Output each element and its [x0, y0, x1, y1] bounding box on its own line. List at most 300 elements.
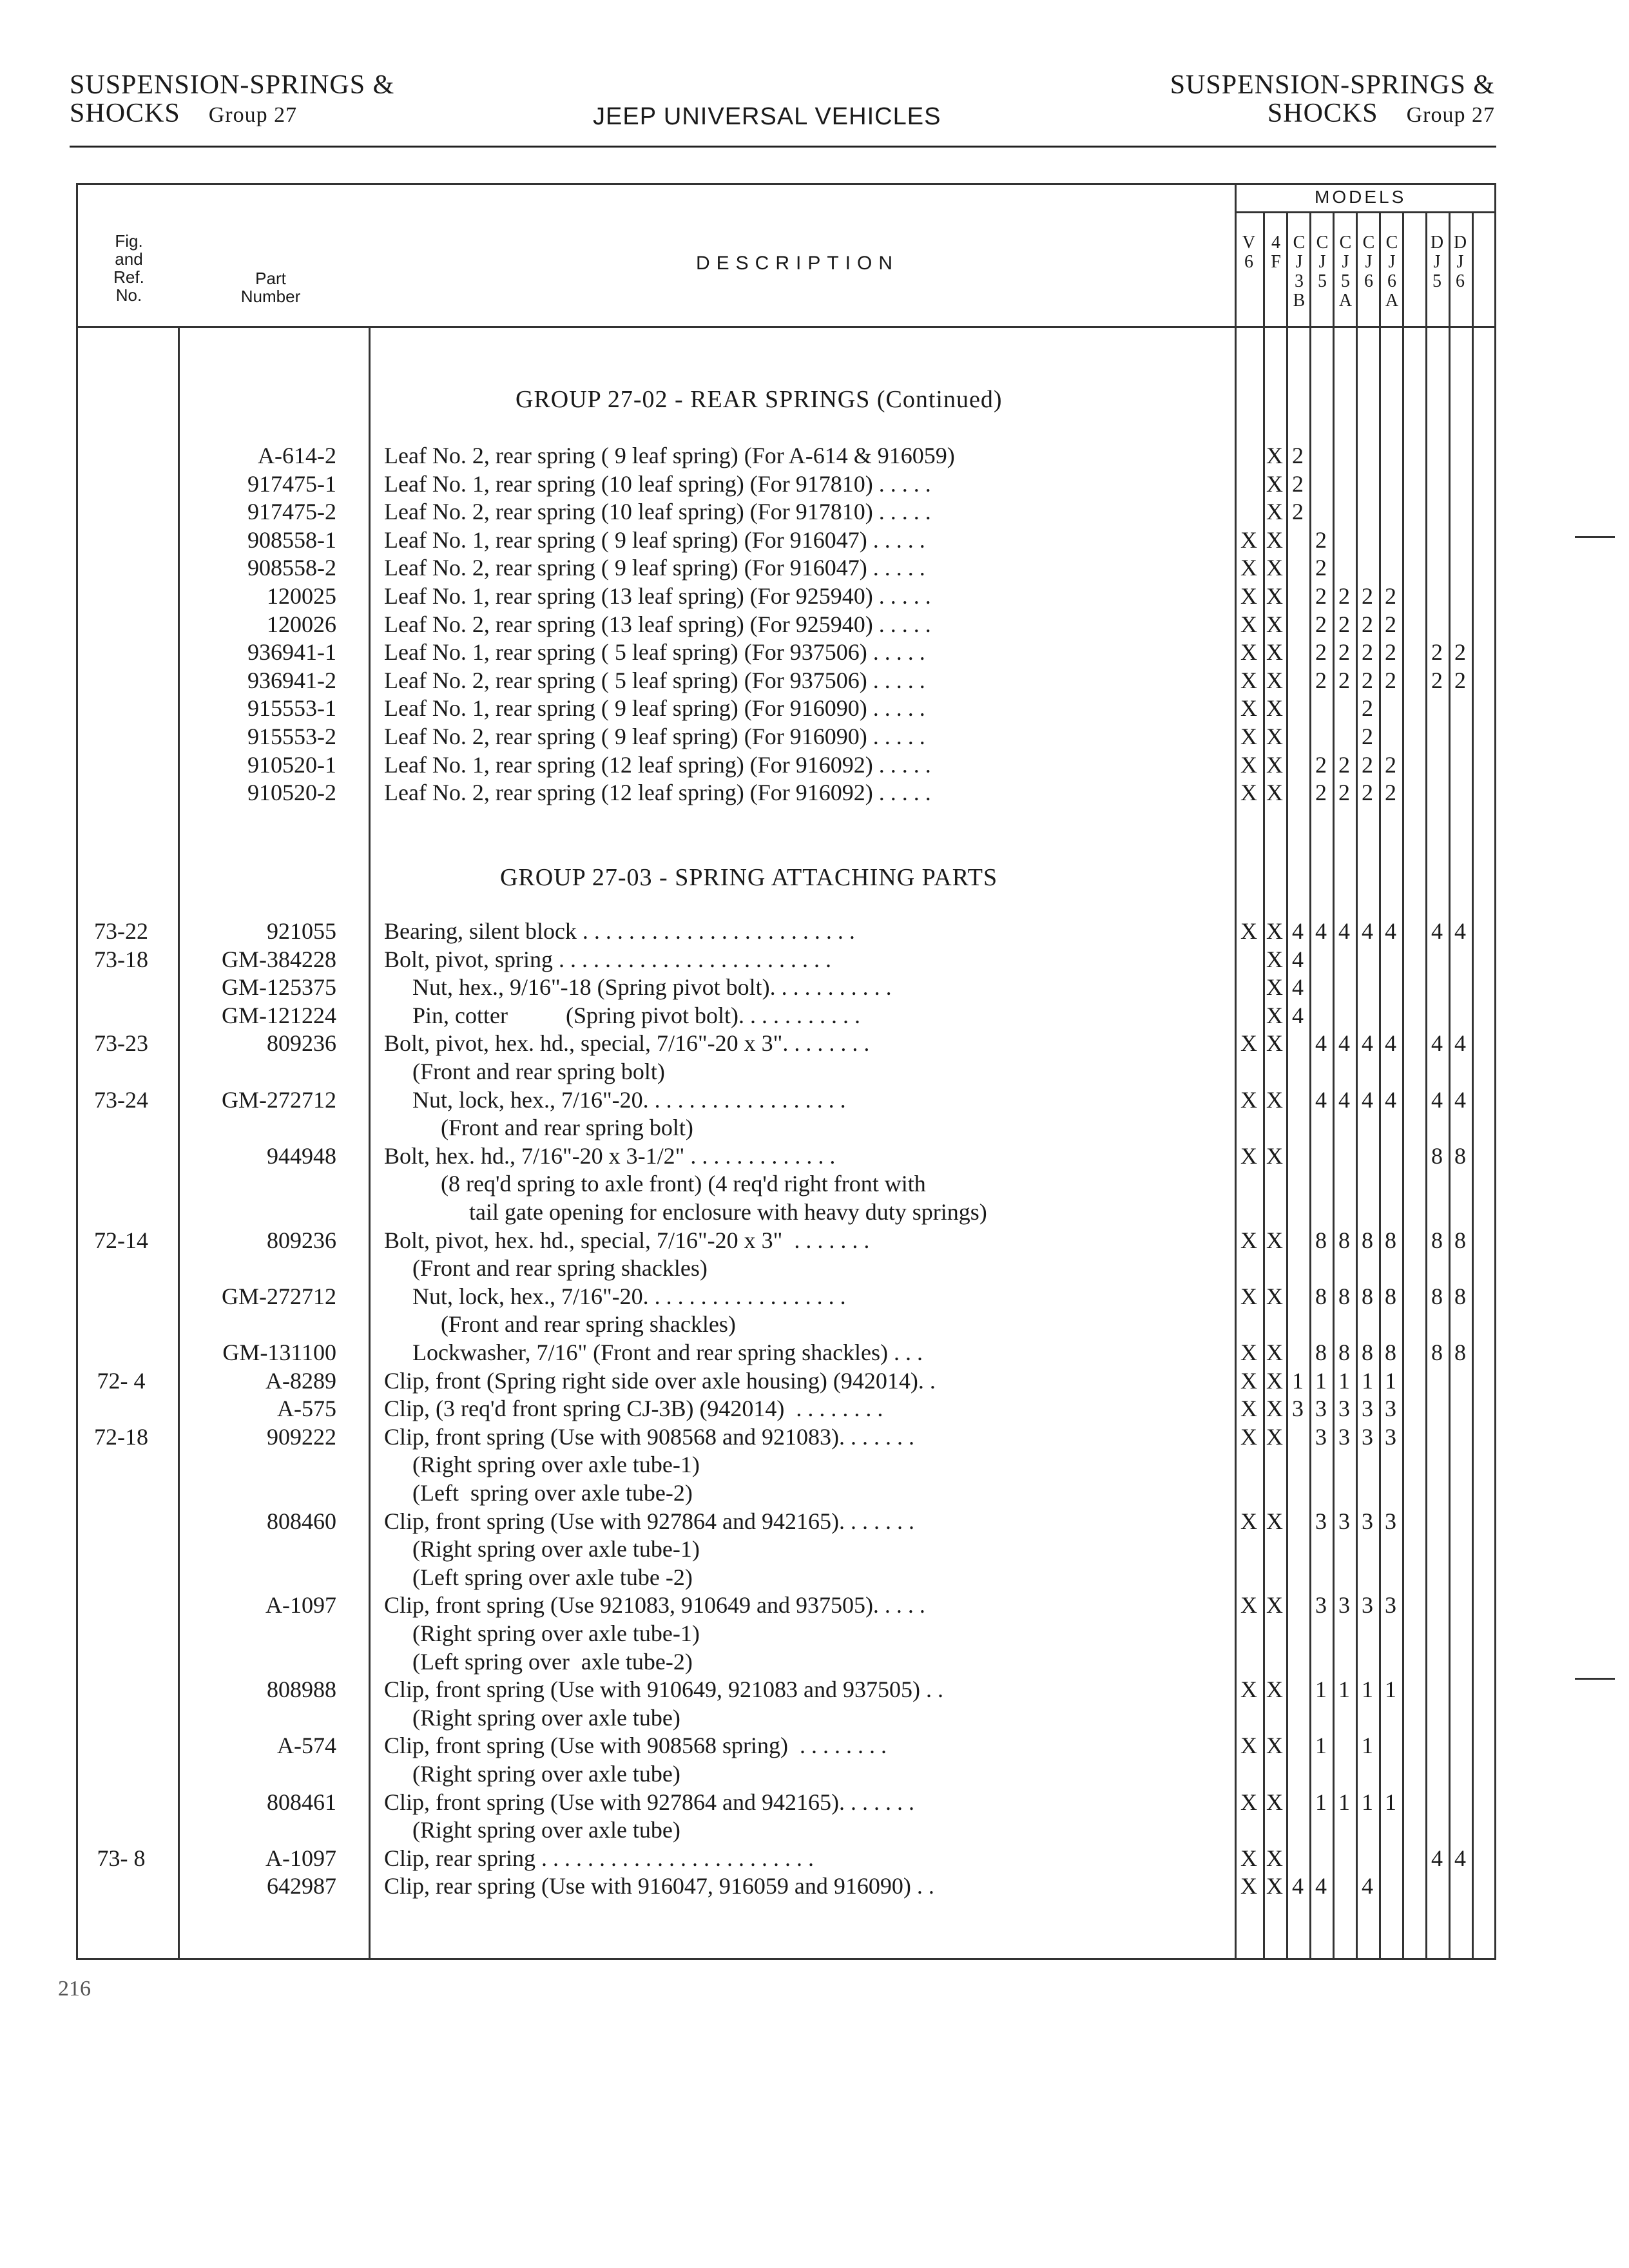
description-cell: Clip, front spring (Use with 927864 and 942165). . . . . . .	[384, 1508, 914, 1534]
part-number-cell: 910520-1	[247, 751, 336, 778]
part-number-cell: GM-272712	[222, 1283, 336, 1309]
model-qty-cell: X	[1266, 1733, 1283, 1759]
description-cell: Nut, lock, hex., 7/16"-20. . . . . . . . . . . . . . . . . .	[412, 1283, 846, 1309]
model-qty-cell: X	[1240, 1086, 1257, 1113]
description-cell: Clip, rear spring . . . . . . . . . . . . . . . . . . . . . . . .	[384, 1845, 814, 1871]
model-qty-cell: 2	[1338, 611, 1350, 637]
description-cell: Leaf No. 2, rear spring (13 leaf spring) (For 925940) . . . . .	[384, 611, 931, 637]
model-code-char: 4	[1271, 233, 1280, 253]
model-qty-cell: 8	[1338, 1340, 1350, 1365]
model-qty-cell: 4	[1431, 918, 1443, 944]
model-qty-cell: 2	[1431, 639, 1443, 666]
model-qty-cell: 8	[1385, 1227, 1396, 1253]
model-qty-cell: 4	[1292, 918, 1304, 944]
description-cell: Leaf No. 1, rear spring (12 leaf spring) (For 916092) . . . . .	[384, 751, 931, 778]
model-qty-cell: X	[1240, 1789, 1257, 1815]
model-qty-cell: 2	[1385, 611, 1396, 637]
model-qty-cell: 1	[1338, 1789, 1350, 1815]
model-qty-cell: X	[1266, 1789, 1283, 1815]
model-qty-cell: X	[1266, 695, 1283, 722]
model-qty-cell: X	[1266, 1592, 1283, 1619]
model-qty-cell: X	[1266, 1423, 1283, 1450]
model-qty-cell: X	[1266, 1508, 1283, 1534]
model-code-char: C	[1293, 233, 1306, 253]
table-row	[0, 611, 1629, 639]
description-cell: Clip, (3 req'd front spring CJ-3B) (942014) . . . . . . . .	[384, 1396, 883, 1422]
table-row	[0, 582, 1629, 611]
model-qty-cell: 8	[1431, 1283, 1443, 1309]
description-cell: Bolt, hex. hd., 7/16"-20 x 3-1/2" . . . . . . . . . . . . .	[384, 1142, 836, 1169]
description-cell: Bearing, silent block . . . . . . . . . . . . . . . . . . . . . . . .	[384, 918, 855, 944]
table-row	[0, 639, 1629, 667]
model-qty-cell: 2	[1385, 751, 1396, 778]
model-qty-cell: X	[1266, 1340, 1283, 1365]
model-qty-cell: 3	[1385, 1423, 1396, 1450]
description-cell: Leaf No. 1, rear spring (13 leaf spring) (For 925940) . . . . .	[384, 583, 931, 609]
model-qty-cell: 3	[1315, 1423, 1327, 1450]
model-qty-cell: X	[1240, 1733, 1257, 1759]
model-qty-cell: 4	[1338, 1086, 1350, 1113]
model-qty-cell: 4	[1385, 918, 1396, 944]
model-qty-cell: X	[1266, 1283, 1283, 1309]
model-qty-cell: X	[1266, 470, 1283, 497]
table-row	[0, 695, 1629, 723]
description-cell: Clip, front spring (Use with 908568 and 921083). . . . . . .	[384, 1423, 914, 1450]
model-qty-cell: X	[1266, 974, 1283, 1001]
part-number-cell: 917475-2	[247, 499, 336, 525]
fig-ref-header-line: and	[115, 249, 143, 269]
table-row	[0, 470, 1629, 499]
part-number-cell: 936941-1	[247, 639, 336, 666]
model-qty-cell: X	[1240, 1845, 1257, 1871]
model-qty-cell: 3	[1362, 1396, 1373, 1422]
table-row	[0, 1845, 1629, 1873]
model-code-char: F	[1271, 252, 1281, 272]
description-cell: Bolt, pivot, hex. hd., special, 7/16"-20 x 3". . . . . . . .	[384, 1030, 870, 1057]
part-number-cell: 808988	[267, 1677, 336, 1703]
description-cell: Clip, front spring (Use 921083, 910649 and 937505). . . . .	[384, 1592, 925, 1619]
model-qty-cell: X	[1240, 780, 1257, 806]
model-qty-cell: 4	[1431, 1086, 1443, 1113]
model-qty-cell: 4	[1454, 1030, 1466, 1057]
model-qty-cell: X	[1266, 667, 1283, 693]
margin-mark	[1575, 536, 1615, 538]
part-number-cell: 808461	[267, 1789, 336, 1815]
model-qty-cell: X	[1266, 1873, 1283, 1899]
description-cell: Clip, front spring (Use with 927864 and 942165). . . . . . .	[384, 1789, 914, 1815]
table-row	[0, 1620, 1629, 1648]
description-cell: (Front and rear spring bolt)	[412, 1059, 665, 1084]
group-title-spring-attaching-parts: GROUP 27-03 - SPRING ATTACHING PARTS	[500, 864, 998, 891]
fig-ref-cell: 73-24	[94, 1086, 148, 1113]
model-qty-cell: X	[1266, 639, 1283, 666]
model-code-char: V	[1242, 233, 1256, 253]
description-cell: (Right spring over axle tube-1)	[412, 1536, 700, 1562]
fig-ref-cell: 73- 8	[97, 1845, 146, 1871]
fig-ref-header	[97, 232, 161, 304]
model-qty-cell: X	[1240, 1423, 1257, 1450]
description-cell: Bolt, pivot, spring . . . . . . . . . . . . . . . . . . . . . . . .	[384, 946, 832, 972]
model-qty-cell: 4	[1454, 1845, 1466, 1871]
table-row	[0, 1002, 1629, 1030]
fig-ref-cell: 73-23	[94, 1030, 148, 1057]
model-code-char: 6	[1244, 252, 1253, 272]
table-row	[0, 1170, 1629, 1198]
model-code-char: 5	[1341, 271, 1350, 291]
table-row	[0, 1423, 1629, 1452]
model-qty-cell: X	[1266, 1002, 1283, 1028]
model-qty-cell: 1	[1338, 1367, 1350, 1394]
model-qty-cell: 1	[1362, 1677, 1373, 1703]
part-number-cell: 936941-2	[247, 667, 336, 693]
description-cell: Pin, cotter (Spring pivot bolt). . . . . . . . . . .	[412, 1002, 860, 1028]
model-qty-cell: 8	[1385, 1340, 1396, 1365]
table-row	[0, 1872, 1629, 1901]
description-cell: (Front and rear spring bolt)	[441, 1115, 693, 1141]
description-cell: Nut, lock, hex., 7/16"-20. . . . . . . . . . . . . . . . . .	[412, 1086, 846, 1113]
model-code-char: A	[1385, 291, 1399, 311]
model-qty-cell: 8	[1338, 1283, 1350, 1309]
model-qty-cell: X	[1266, 499, 1283, 525]
table-row	[0, 1816, 1629, 1845]
model-qty-cell: 1	[1385, 1367, 1396, 1394]
part-number-cell: A-574	[277, 1733, 336, 1759]
model-qty-cell: 4	[1315, 1030, 1327, 1057]
model-code-char: B	[1293, 291, 1306, 311]
table-row	[0, 1058, 1629, 1086]
table-row	[0, 1535, 1629, 1564]
model-qty-cell: X	[1266, 555, 1283, 581]
table-row	[0, 526, 1629, 555]
model-qty-cell: 2	[1362, 583, 1373, 609]
table-row	[0, 974, 1629, 1002]
part-number-header	[213, 269, 329, 305]
model-qty-cell: 2	[1338, 583, 1350, 609]
part-number-cell: 809236	[267, 1030, 336, 1057]
model-qty-cell: 4	[1292, 974, 1304, 1001]
model-qty-cell: 2	[1362, 611, 1373, 637]
model-code-header	[1334, 233, 1357, 311]
table-row	[0, 751, 1629, 780]
description-cell: (8 req'd spring to axle front) (4 req'd right front with	[441, 1171, 926, 1197]
group-title-rear-springs: GROUP 27-02 - REAR SPRINGS (Continued)	[516, 386, 1003, 413]
table-row	[0, 1760, 1629, 1789]
model-qty-cell: 1	[1362, 1789, 1373, 1815]
table-row	[0, 1479, 1629, 1508]
table-row	[0, 1227, 1629, 1255]
model-qty-cell: 3	[1292, 1396, 1304, 1422]
model-qty-cell: 8	[1454, 1142, 1466, 1169]
part-number-cell: 642987	[267, 1873, 336, 1899]
model-code-header	[1264, 233, 1287, 272]
table-row	[0, 1030, 1629, 1058]
table-row	[0, 779, 1629, 807]
model-qty-cell: 1	[1385, 1789, 1396, 1815]
model-qty-cell: X	[1240, 751, 1257, 778]
description-cell: Clip, front spring (Use with 908568 spring) . . . . . . . .	[384, 1733, 887, 1759]
table-row	[0, 554, 1629, 582]
model-qty-cell: 8	[1315, 1340, 1327, 1365]
model-qty-cell: 4	[1362, 918, 1373, 944]
left-running-head	[70, 71, 394, 130]
fig-ref-cell: 73-18	[94, 946, 148, 972]
part-number-cell: GM-125375	[222, 974, 336, 1001]
fig-ref-cell: 73-22	[94, 918, 148, 944]
model-qty-cell: X	[1240, 1367, 1257, 1394]
model-qty-cell: 4	[1292, 946, 1304, 972]
description-cell: Clip, front (Spring right side over axle housing) (942014). .	[384, 1367, 936, 1394]
model-qty-cell: 3	[1385, 1592, 1396, 1619]
part-number-cell: 921055	[267, 918, 336, 944]
description-cell: Leaf No. 2, rear spring ( 9 leaf spring) (For A-614 & 916059)	[384, 443, 955, 468]
description-cell: Leaf No. 1, rear spring ( 9 leaf spring) (For 916047) . . . . .	[384, 526, 925, 553]
left-group-label: Group 27	[208, 103, 298, 127]
model-qty-cell: X	[1266, 780, 1283, 806]
model-qty-cell: 4	[1338, 918, 1350, 944]
model-qty-cell: 4	[1385, 1030, 1396, 1057]
model-qty-cell: X	[1240, 667, 1257, 693]
model-qty-cell: X	[1240, 724, 1257, 749]
right-group-label: Group 27	[1406, 103, 1495, 127]
description-cell: Leaf No. 2, rear spring ( 9 leaf spring) (For 916090) . . . . .	[384, 724, 925, 749]
model-qty-cell: 2	[1385, 583, 1396, 609]
model-qty-cell: 4	[1315, 1873, 1327, 1899]
model-qty-cell: X	[1240, 1592, 1257, 1619]
model-qty-cell: 3	[1362, 1423, 1373, 1450]
model-qty-cell: 3	[1338, 1396, 1350, 1422]
model-qty-cell: 8	[1431, 1227, 1443, 1253]
model-qty-cell: 3	[1315, 1396, 1327, 1422]
part-number-header-line: Part	[255, 269, 286, 288]
model-qty-cell: 4	[1454, 1086, 1466, 1113]
model-code-char: J	[1342, 252, 1349, 272]
table-row	[0, 1114, 1629, 1142]
model-qty-cell: 2	[1338, 667, 1350, 693]
description-cell: (Left spring over axle tube-2)	[412, 1480, 693, 1506]
model-qty-cell: X	[1240, 555, 1257, 581]
margin-mark	[1575, 1678, 1615, 1680]
description-cell: (Right spring over axle tube)	[412, 1704, 680, 1731]
model-code-char: J	[1388, 252, 1396, 272]
center-title: JEEP UNIVERSAL VEHICLES	[593, 103, 941, 130]
table-row	[0, 1451, 1629, 1479]
table-row	[0, 1591, 1629, 1620]
table-row	[0, 1676, 1629, 1704]
model-qty-cell: 2	[1315, 583, 1327, 609]
model-qty-cell: X	[1240, 611, 1257, 637]
model-code-header	[1357, 233, 1380, 291]
model-code-char: C	[1385, 233, 1398, 253]
table-row	[0, 1704, 1629, 1733]
description-cell: Leaf No. 1, rear spring ( 9 leaf spring) (For 916090) . . . . .	[384, 695, 925, 722]
description-cell: Lockwasher, 7/16" (Front and rear spring shackles) . . .	[412, 1340, 923, 1365]
header-separator	[76, 326, 1496, 328]
part-number-cell: 944948	[267, 1142, 336, 1169]
model-qty-cell: X	[1266, 611, 1283, 637]
model-qty-cell: 1	[1338, 1677, 1350, 1703]
description-cell: Leaf No. 2, rear spring (12 leaf spring) (For 916092) . . . . .	[384, 780, 931, 806]
model-qty-cell: 3	[1385, 1508, 1396, 1534]
fig-ref-cell: 72- 4	[97, 1367, 146, 1394]
model-qty-cell: 2	[1362, 695, 1373, 722]
right-title-line2: SHOCKS	[1267, 99, 1378, 128]
model-qty-cell: X	[1240, 583, 1257, 609]
model-qty-cell: 8	[1315, 1227, 1327, 1253]
fig-ref-header-line: Ref.	[113, 267, 144, 287]
table-row	[0, 1142, 1629, 1171]
right-title-line1: SUSPENSION-SPRINGS &	[1170, 70, 1495, 100]
model-code-char: J	[1433, 252, 1441, 272]
part-number-cell: GM-384228	[222, 946, 336, 972]
model-qty-cell: 2	[1292, 499, 1304, 525]
model-qty-cell: X	[1240, 639, 1257, 666]
model-qty-cell: 8	[1338, 1227, 1350, 1253]
model-qty-cell: 2	[1338, 751, 1350, 778]
model-qty-cell: 8	[1431, 1340, 1443, 1365]
part-number-cell: GM-121224	[222, 1002, 336, 1028]
description-cell: (Front and rear spring shackles)	[441, 1311, 736, 1338]
model-qty-cell: 2	[1454, 667, 1466, 693]
model-code-header	[1311, 233, 1334, 291]
part-number-cell: 808460	[267, 1508, 336, 1534]
model-qty-cell: 2	[1315, 667, 1327, 693]
description-cell: Leaf No. 2, rear spring ( 9 leaf spring) (For 916047) . . . . .	[384, 555, 925, 581]
model-code-char: J	[1318, 252, 1326, 272]
model-qty-cell: 1	[1315, 1677, 1327, 1703]
page-number: 216	[58, 1977, 91, 2001]
model-qty-cell: X	[1240, 526, 1257, 553]
model-qty-cell: 4	[1338, 1030, 1350, 1057]
table-row	[0, 498, 1629, 526]
model-qty-cell: X	[1266, 751, 1283, 778]
fig-ref-cell: 72-18	[94, 1423, 148, 1450]
model-code-char: J	[1365, 252, 1373, 272]
model-qty-cell: X	[1240, 1508, 1257, 1534]
model-qty-cell: X	[1240, 1340, 1257, 1365]
model-qty-cell: X	[1266, 1030, 1283, 1057]
model-qty-cell: X	[1266, 1086, 1283, 1113]
part-number-cell: 909222	[267, 1423, 336, 1450]
model-code-char: 6	[1387, 271, 1396, 291]
model-qty-cell: X	[1240, 1283, 1257, 1309]
model-code-char: D	[1453, 233, 1467, 253]
table-row	[0, 1339, 1629, 1367]
part-number-cell: 120026	[267, 611, 336, 637]
model-code-header	[1380, 233, 1403, 311]
model-qty-cell: 1	[1315, 1367, 1327, 1394]
model-qty-cell: 8	[1385, 1283, 1396, 1309]
model-qty-cell: X	[1240, 695, 1257, 722]
model-qty-cell: 4	[1315, 918, 1327, 944]
model-qty-cell: 2	[1315, 611, 1327, 637]
model-qty-cell: X	[1240, 1396, 1257, 1422]
description-cell: Clip, front spring (Use with 910649, 921083 and 937505) . .	[384, 1677, 943, 1703]
model-code-char: 5	[1318, 271, 1327, 291]
model-qty-cell: 1	[1315, 1733, 1327, 1759]
model-code-char: D	[1430, 233, 1444, 253]
table-row	[0, 723, 1629, 751]
model-qty-cell: 4	[1292, 1873, 1304, 1899]
model-qty-cell: 2	[1362, 667, 1373, 693]
model-qty-cell: 4	[1385, 1086, 1396, 1113]
model-qty-cell: 8	[1362, 1227, 1373, 1253]
model-qty-cell: 3	[1362, 1508, 1373, 1534]
model-qty-cell: X	[1240, 1677, 1257, 1703]
model-qty-cell: 8	[1431, 1142, 1443, 1169]
table-row	[0, 1732, 1629, 1760]
description-cell: Leaf No. 2, rear spring (10 leaf spring) (For 917810) . . . . .	[384, 499, 931, 525]
model-qty-cell: 2	[1315, 639, 1327, 666]
model-qty-cell: 2	[1292, 443, 1304, 468]
part-number-cell: 910520-2	[247, 780, 336, 806]
model-code-char: C	[1362, 233, 1375, 253]
left-title-line1: SUSPENSION-SPRINGS &	[70, 70, 395, 100]
model-code-char: J	[1456, 252, 1464, 272]
model-qty-cell: 4	[1362, 1873, 1373, 1899]
fig-ref-header-line: No.	[115, 285, 142, 305]
model-qty-cell: 2	[1292, 470, 1304, 497]
part-number-cell: 809236	[267, 1227, 336, 1253]
model-qty-cell: 2	[1338, 780, 1350, 806]
description-cell: (Right spring over axle tube)	[412, 1817, 680, 1843]
model-qty-cell: 2	[1362, 780, 1373, 806]
model-qty-cell: 3	[1362, 1592, 1373, 1619]
description-cell: (Right spring over axle tube-1)	[412, 1452, 700, 1478]
part-number-cell: 120025	[267, 583, 336, 609]
model-qty-cell: 3	[1338, 1508, 1350, 1534]
part-number-cell: 908558-1	[247, 526, 336, 553]
model-qty-cell: 4	[1315, 1086, 1327, 1113]
part-number-header-line: Number	[240, 287, 301, 306]
model-qty-cell: 4	[1292, 1002, 1304, 1028]
description-cell: (Right spring over axle tube-1)	[412, 1620, 700, 1646]
part-number-cell: GM-272712	[222, 1086, 336, 1113]
model-qty-cell: 3	[1338, 1592, 1350, 1619]
description-cell: (Front and rear spring shackles)	[412, 1255, 708, 1282]
part-number-cell: 917475-1	[247, 470, 336, 497]
model-code-char: C	[1339, 233, 1352, 253]
part-number-cell: A-614-2	[258, 443, 336, 468]
description-cell: (Right spring over axle tube)	[412, 1761, 680, 1787]
model-code-header	[1237, 233, 1260, 272]
model-code-char: 6	[1456, 271, 1465, 291]
description-header: DESCRIPTION	[696, 253, 900, 274]
header-rule	[70, 146, 1496, 148]
model-qty-cell: 2	[1362, 639, 1373, 666]
model-qty-cell: X	[1240, 1873, 1257, 1899]
model-qty-cell: 3	[1315, 1508, 1327, 1534]
model-qty-cell: X	[1240, 1030, 1257, 1057]
model-qty-cell: X	[1266, 1396, 1283, 1422]
table-row	[0, 1198, 1629, 1227]
model-qty-cell: 2	[1362, 724, 1373, 749]
model-code-header	[1425, 233, 1449, 291]
model-qty-cell: 2	[1315, 780, 1327, 806]
model-qty-cell: X	[1240, 1142, 1257, 1169]
description-cell: Bolt, pivot, hex. hd., special, 7/16"-20 x 3" . . . . . . .	[384, 1227, 870, 1253]
part-number-cell: GM-131100	[222, 1340, 336, 1365]
model-qty-cell: 1	[1362, 1367, 1373, 1394]
table-row	[0, 667, 1629, 695]
model-qty-cell: 4	[1362, 1086, 1373, 1113]
model-qty-cell: 8	[1362, 1283, 1373, 1309]
part-number-cell: A-1097	[265, 1592, 336, 1619]
part-number-cell: A-1097	[265, 1845, 336, 1871]
model-code-char: 6	[1364, 271, 1373, 291]
model-qty-cell: 2	[1385, 667, 1396, 693]
model-qty-cell: 1	[1292, 1367, 1304, 1394]
model-qty-cell: X	[1266, 1142, 1283, 1169]
